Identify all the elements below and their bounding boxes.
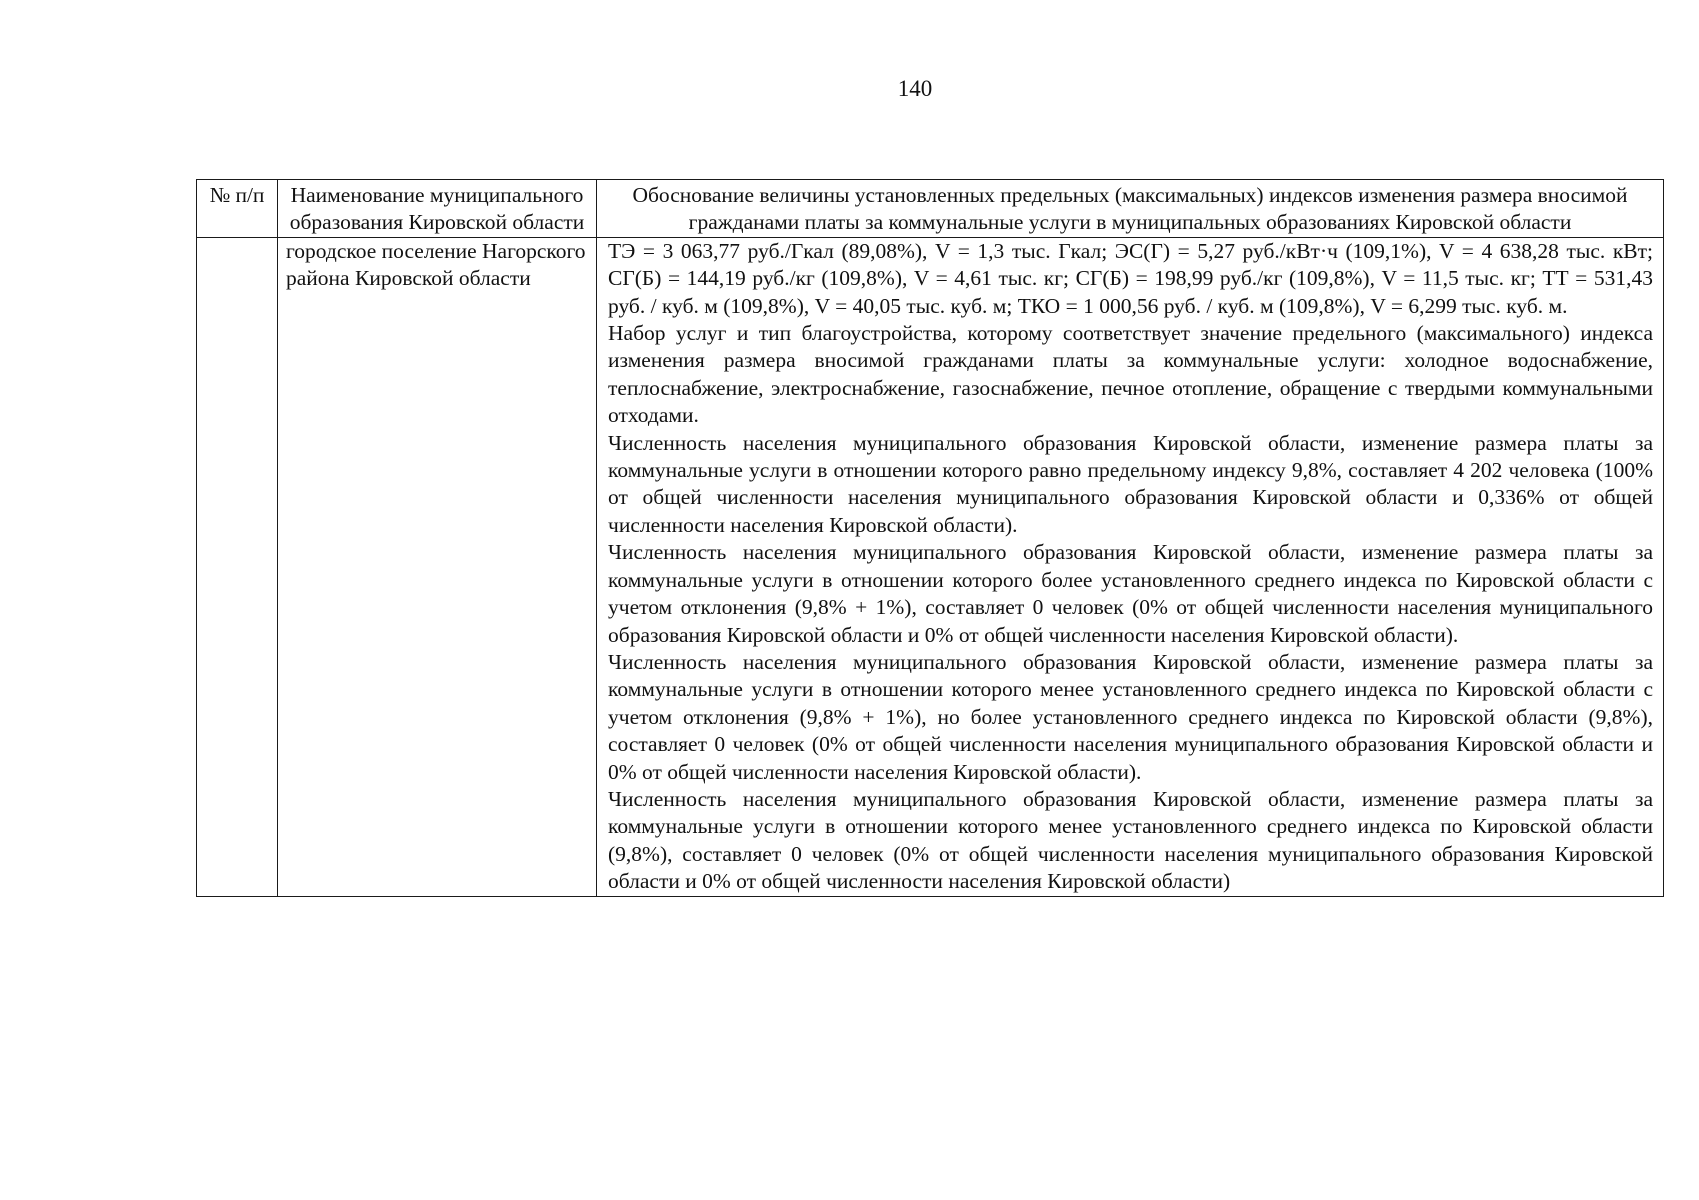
justification-cell <box>597 237 1664 896</box>
tariff-values-paragraph: ТЭ = 3 063,77 руб./Гкал (89,08%), V = 1,3 тыс. Гкал; ЭС(Г) = 5,27 руб./кВт·ч (109,1%), V = 4 638,28 тыс. кВт; СГ(Б) = 144,19 руб./кг (109,8%), V = 4,61 тыс. кг; СГ(Б) = 198,99 руб./кг (109,8%), V = 11,5 тыс. кг; ТТ = 531,43 руб. / куб. м (109,8%), V = 40,05 тыс. куб. м; ТКО = 1 000,56 руб. / куб. м (109,8%), V = 6,299 тыс. куб. м. <box>608 238 1653 318</box>
table-body <box>197 237 1664 896</box>
header-justification: Обоснование величины установленных предельных (максимальных) индексов изменения размера вносимой гражданами платы за коммунальные услуги в муниципальных образованиях Кировской области <box>597 180 1664 238</box>
population-above-deviation-paragraph: Численность населения муниципального образования Кировской области, изменение размера платы за коммунальные услуги в отношении которого более установленного среднего индекса по Кировской области с учетом отклонения (9,8% + 1%), составляет 0 человек (0% от общей численности населения муниципального образования Кировской области и 0% от общей численности населения Кировской области). <box>608 540 1653 647</box>
indices-table <box>196 179 1664 897</box>
municipality-name-cell: городское поселение Нагорского района Кировской области <box>278 237 597 896</box>
header-municipality-name: Наименование муниципального образования Кировской области <box>278 180 597 238</box>
table-header <box>197 180 1664 238</box>
services-set-paragraph: Набор услуг и тип благоустройства, которому соответствует значение предельного (максимального) индекса изменения размера вносимой гражданами платы за коммунальные услуги: холодное водоснабжение, теплоснабжение, электроснабжение, газоснабжение, печное отопление, обращение с твердыми коммунальными отходами. <box>608 321 1653 428</box>
page-number: 140 <box>897 76 933 101</box>
row-number-cell <box>197 237 278 896</box>
population-equal-index-paragraph: Численность населения муниципального образования Кировской области, изменение размера платы за коммунальные услуги в отношении которого равно предельному индексу 9,8%, составляет 4 202 человека (100% от общей численности населения муниципального образования Кировской области и 0,336% от общей численности населения Кировской области). <box>608 430 1653 537</box>
table-row <box>197 237 1664 896</box>
header-row <box>197 180 1664 238</box>
population-below-index-paragraph: Численность населения муниципального образования Кировской области, изменение размера платы за коммунальные услуги в отношении которого менее установленного среднего индекса по Кировской области (9,8%), составляет 0 человек (0% от общей численности населения муниципального образования Кировской области и 0% от общей численности населения Кировской области) <box>608 786 1653 894</box>
header-number: № п/п <box>197 180 278 238</box>
population-between-index-paragraph: Численность населения муниципального образования Кировской области, изменение размера платы за коммунальные услуги в отношении которого менее установленного среднего индекса по Кировской области с учетом отклонения (9,8% + 1%), но более установленного среднего индекса по Кировской области (9,8%), составляет 0 человек (0% от общей численности населения муниципального образования Кировской области и 0% от общей численности населения Кировской области). <box>608 649 1653 784</box>
